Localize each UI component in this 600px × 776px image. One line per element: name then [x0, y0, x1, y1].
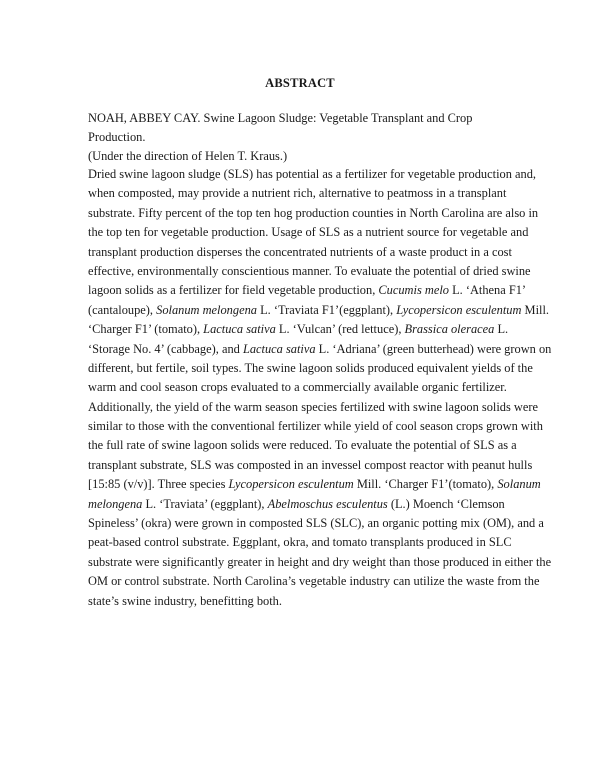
abstract-line — [88, 281, 528, 300]
text-segment: the top ten for vegetable production. Usage of SLS as a nutrient source for vegetable and — [88, 225, 529, 240]
page-heading: ABSTRACT — [265, 76, 335, 90]
text-segment: when composted, may provide a nutrient rich, alternative to peatmoss in a transplant — [88, 186, 507, 201]
text-segment: L. ‘Athena F1’ — [448, 283, 527, 298]
text-segment: L. ‘Vulcan’ (red lettuce), — [275, 322, 405, 337]
text-segment: different, but fertile, soil types. The swine lagoon solids produced equivalent yields of the — [88, 360, 533, 375]
text-segment: transplant substrate, SLS was composted in an invessel compost reactor with peanut hulls — [88, 457, 533, 472]
text-segment: ‘Storage No. 4’ (cabbage), and — [88, 341, 243, 356]
text-segment: ‘Charger F1’ (tomato), — [88, 322, 204, 337]
text-segment: peat-based control substrate. Eggplant, okra, and tomato transplants produced in SLC — [88, 535, 512, 550]
text-segment: similar to those with the conventional fertilizer while yield of cool season crops grown with — [88, 419, 543, 434]
abstract-line — [88, 553, 552, 572]
species-name: Lactuca sativa — [242, 341, 316, 356]
abstract-line — [88, 262, 531, 281]
text-segment: warm and cool season crops evaluated to a commercially available organic fertilizer. — [88, 380, 507, 395]
abstract-line — [88, 320, 528, 339]
text-segment: state’s swine industry, benefitting both. — [88, 593, 282, 608]
abstract-paragraph — [88, 165, 552, 611]
species-name: melongena — [88, 496, 143, 511]
abstract-line — [88, 243, 528, 262]
abstract-line — [88, 514, 544, 533]
text-segment: L. ‘Traviata F1’(eggplant), — [256, 302, 397, 317]
abstract-line — [88, 456, 533, 475]
text-segment: L. — [494, 322, 509, 337]
text-segment: L. ‘Adriana’ (green butterhead) were grown on — [315, 341, 552, 356]
text-segment: Additionally, the yield of the warm season species fertilized with swine lagoon solids were — [88, 399, 538, 414]
abstract-line — [88, 398, 538, 417]
citation-block — [88, 109, 528, 166]
text-segment: Dried swine lagoon sludge (SLS) has potential as a fertilizer for vegetable production and, — [88, 167, 536, 181]
species-name: Cucumis melo — [378, 283, 449, 298]
text-segment: (L.) Moench ‘Clemson — [387, 496, 505, 511]
text-segment: Spineless’ (okra) were grown in composted SLS (SLC), an organic potting mix (OM), and a — [88, 516, 544, 531]
text-segment: Mill. — [521, 302, 549, 317]
text-segment: Mill. ‘Charger F1’(tomato), — [353, 477, 498, 492]
species-name: Lycopersicon esculentum — [396, 302, 522, 317]
abstract-line — [88, 533, 528, 552]
citation-line: (Under the direction of Helen T. Kraus.) — [88, 149, 288, 163]
abstract-line — [88, 204, 539, 223]
abstract-line — [88, 475, 541, 494]
abstract-line — [88, 592, 528, 611]
text-segment: (cantaloupe), — [88, 302, 157, 317]
citation-line: NOAH, ABBEY CAY. Swine Lagoon Sludge: Vegetable Transplant and Crop Production. — [88, 111, 473, 144]
text-segment: [15:85 (v/v)]. Three species — [88, 477, 229, 492]
species-name: Brassica oleracea — [404, 322, 495, 337]
abstract-line — [88, 378, 528, 397]
abstract-line — [88, 340, 552, 359]
species-name: Lactuca sativa — [203, 322, 276, 337]
text-segment: substrate. Fifty percent of the top ten hog production counties in North Carolina are also in — [88, 205, 539, 220]
abstract-line — [88, 165, 536, 184]
abstract-line — [88, 223, 528, 242]
abstract-line — [88, 495, 528, 514]
species-name: Abelmoschus esculentus — [267, 496, 388, 511]
abstract-line — [88, 301, 549, 320]
text-segment: substrate were significantly greater in height and dry weight than those produced in either the — [88, 554, 552, 569]
text-segment: the full rate of swine lagoon solids were reduced. To evaluate the potential of SLS as a — [88, 438, 517, 453]
species-name: Solanum melongena — [156, 302, 257, 317]
abstract-line — [88, 417, 543, 436]
species-name: Lycopersicon esculentum — [228, 477, 354, 492]
text-segment: transplant production disperses the concentrated nutrients of a waste product in a cost — [88, 244, 512, 259]
abstract-line — [88, 436, 528, 455]
text-segment: lagoon solids as a fertilizer for field vegetable production, — [88, 283, 379, 298]
text-segment: OM or control substrate. North Carolina’s vegetable industry can utilize the waste from the — [88, 574, 540, 589]
abstract-line — [88, 572, 540, 591]
text-segment: L. ‘Traviata’ (eggplant), — [142, 496, 268, 511]
species-name: Solanum — [497, 477, 541, 492]
abstract-line — [88, 359, 533, 378]
abstract-line — [88, 184, 528, 203]
text-segment: effective, environmentally conscientious manner. To evaluate the potential of dried swine — [88, 263, 531, 278]
